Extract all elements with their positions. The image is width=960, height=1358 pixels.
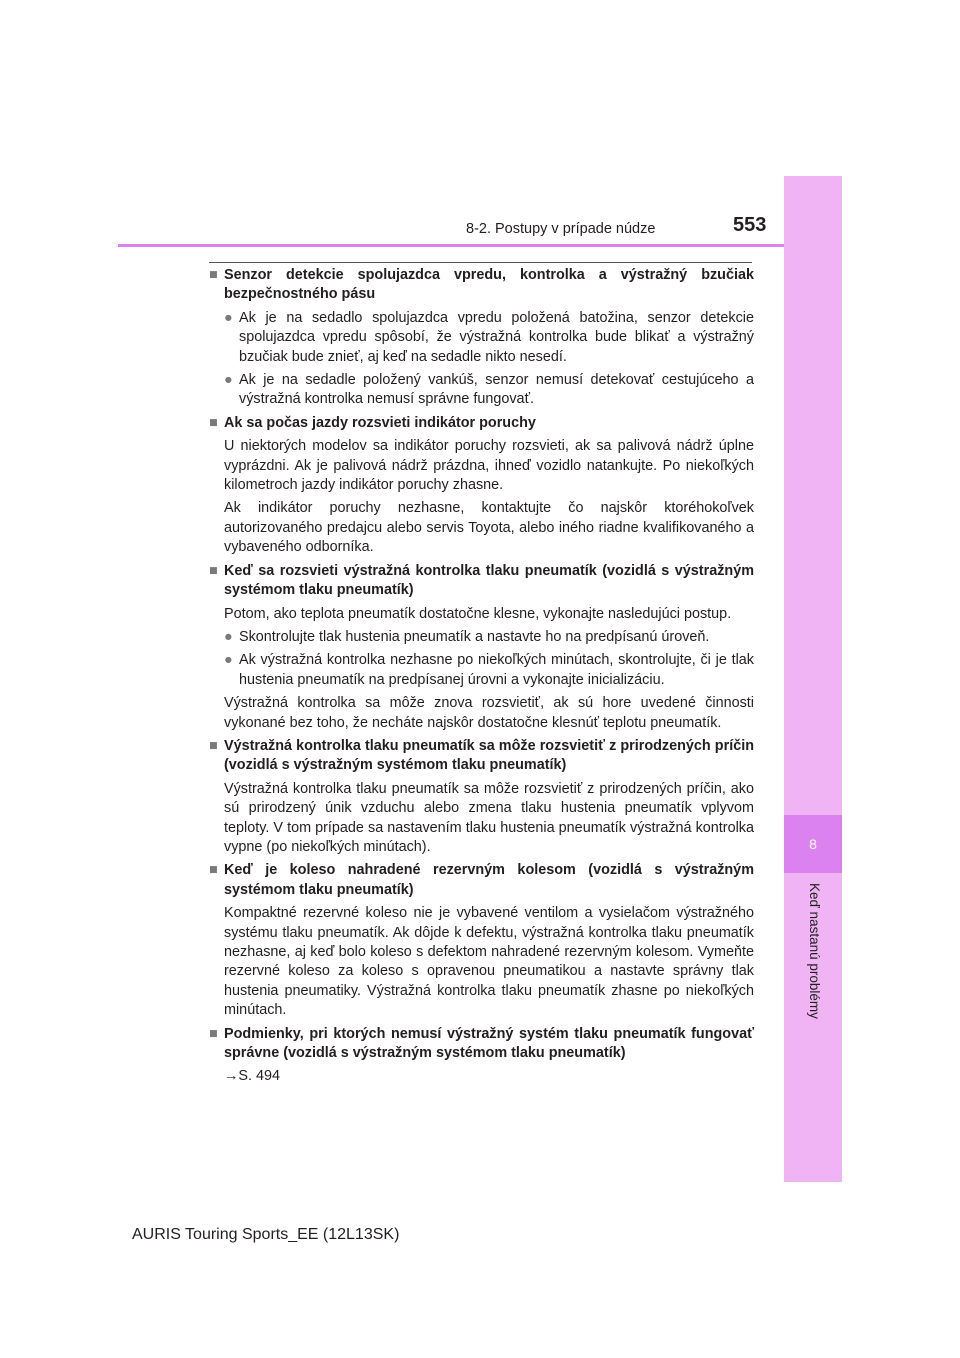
chapter-title: Keď nastanú problémy xyxy=(807,883,822,1019)
section-heading: ■ Výstražná kontrolka tlaku pneumatík sa môže rozsvietiť z prirodzených príčin (vozidlá s výstražným systémom tlaku pneumatík) xyxy=(209,737,754,774)
chapter-title-vertical xyxy=(800,883,830,1143)
circle-bullet-icon: ● xyxy=(224,372,233,389)
bullet-item: ● Ak je na sedadle položený vankúš, senzor nemusí detekovať cestujúceho a výstražná kontrolka nemusí správne fungovať. xyxy=(224,372,754,408)
section-heading: ■ Keď sa rozsvieti výstražná kontrolka tlaku pneumatík (vozidlá s výstražným systémom tlaku pneumatík) xyxy=(209,562,754,599)
circle-bullet-icon: ● xyxy=(224,628,233,645)
square-bullet-icon: ■ xyxy=(209,737,218,754)
paragraph: Potom, ako teplota pneumatík dostatočne klesne, vykonajte nasledujúci postup. xyxy=(224,605,732,622)
bullet-item: ● Ak je na sedadlo spolujazdca vpredu položená batožina, senzor detekcie spolujazdca vpredu spôsobí, že výstražná kontrolka bude blikať a výstražný bzučiak bude znieť, aj keď na sedadle nikto nesedí. xyxy=(224,309,754,365)
section-heading: ■ Senzor detekcie spolujazdca vpredu, kontrolka a výstražný bzučiak bezpečnostného pásu xyxy=(209,267,754,303)
square-bullet-icon: ■ xyxy=(209,267,218,283)
content-rule xyxy=(209,262,752,263)
chapter-number: 8 xyxy=(809,836,817,852)
bullet-item: ● Ak výstražná kontrolka nezhasne po niekoľkých minútach, skontrolujte, či je tlak hustenia pneumatík na predpísanej úrovni a vykonajte inicializáciu. xyxy=(224,652,754,688)
footer-model: AURIS Touring Sports_EE (12L13SK) xyxy=(132,1226,400,1243)
square-bullet-icon: ■ xyxy=(209,414,218,431)
arrow-icon: → xyxy=(224,1068,239,1085)
square-bullet-icon: ■ xyxy=(209,862,218,879)
section-heading: ■ Podmienky, pri ktorých nemusí výstražný systém tlaku pneumatík fungovať správne (vozidlá s výstražným systémom tlaku pneumatík) xyxy=(209,1025,754,1062)
header-rule xyxy=(118,244,784,247)
section-title: 8-2. Postupy v prípade núdze xyxy=(466,221,656,237)
circle-bullet-icon: ● xyxy=(224,309,233,326)
page-content xyxy=(209,266,754,1087)
paragraph: Výstražná kontrolka tlaku pneumatík sa môže rozsvietiť z prirodzených príčin, ako sú prirodzený únik vzduchu alebo zmena tlaku hustenia pneumatík vplyvom teploty. V tom prípade sa nastavením tlaku hustenia pneumatík výstražná kontrolka vypne (po niekoľkých minútach). xyxy=(224,780,754,855)
circle-bullet-icon: ● xyxy=(224,652,233,669)
paragraph: Kompaktné rezervné koleso nie je vybavené ventilom a vysielačom výstražného systému tlaku pneumatík. Ak dôjde k defektu, výstražná kontrolka tlaku pneumatík nezhasne, aj keď bolo koleso s defektom nahradené rezervným kolesom. Vymeňte rezervné koleso za koleso s opravenou pneumatikou a nastavte správny tlak hustenia pneumatiky. Výstražná kontrolka tlaku pneumatík zhasne po niekoľkých minútach. xyxy=(224,905,754,1019)
square-bullet-icon: ■ xyxy=(209,1025,218,1042)
page-number: 553 xyxy=(733,214,767,236)
paragraph: Ak indikátor poruchy nezhasne, kontaktujte čo najskôr ktoréhokoľvek autorizovaného predajcu alebo servis Toyota, alebo iného riadne kvalifikovaného a vybaveného odborníka. xyxy=(224,500,754,556)
bullet-item: ● Skontrolujte tlak hustenia pneumatík a nastavte ho na predpísanú úroveň. xyxy=(209,628,754,647)
square-bullet-icon: ■ xyxy=(209,562,218,579)
section-heading: ■ Keď je koleso nahradené rezervným kolesom (vozidlá s výstražným systémom tlaku pneumatík) xyxy=(209,862,754,898)
page-reference[interactable] xyxy=(209,1067,754,1086)
reference-text: S. 494 xyxy=(238,1068,280,1085)
section-heading: ■ Ak sa počas jazdy rozsvieti indikátor poruchy xyxy=(209,414,754,433)
paragraph: U niektorých modelov sa indikátor poruchy rozsvieti, ak sa palivová nádrž úplne vyprázdni. Ak je palivová nádrž prázdna, ihneď vozidlo natankujte. Po niekoľkých kilometroch jazdy indikátor poruchy zhasne. xyxy=(224,438,754,494)
paragraph: Výstražná kontrolka sa môže znova rozsvietiť, ak sú hore uvedené činnosti vykonané bez toho, že necháte najskôr dostatočne klesnúť teplotu pneumatík. xyxy=(224,695,754,731)
